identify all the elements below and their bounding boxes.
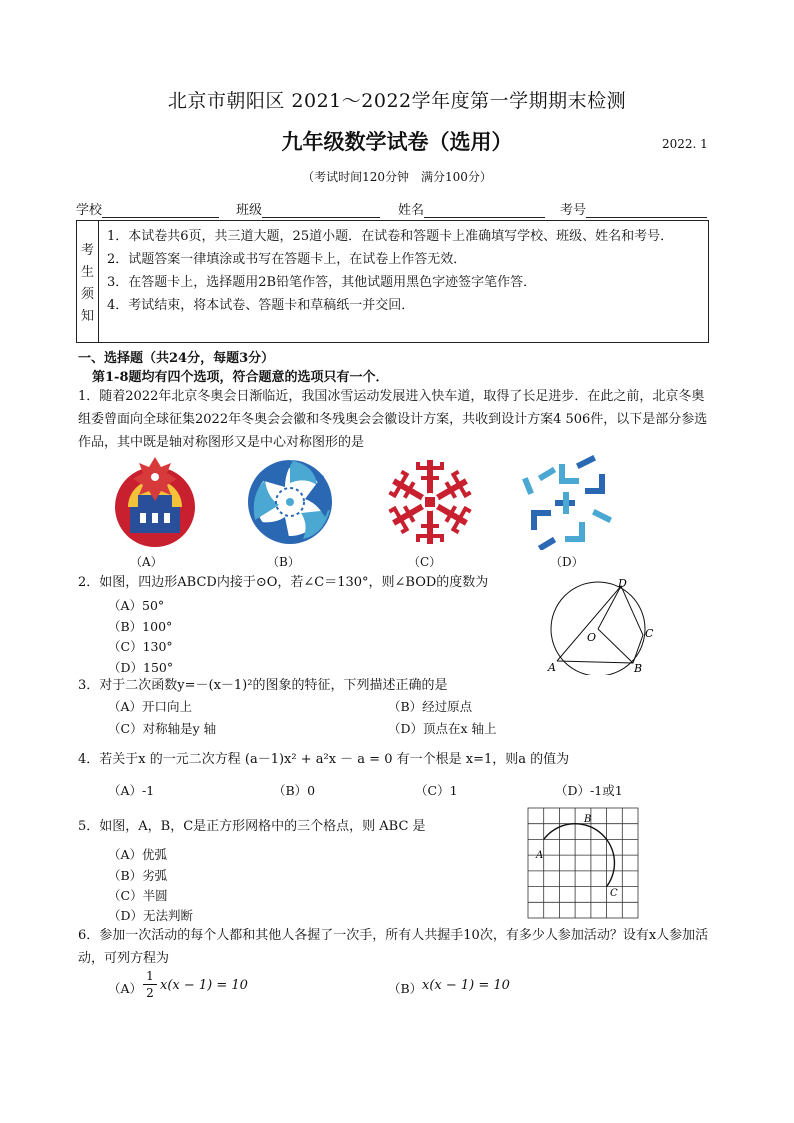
q3-option-c[interactable]: （C）对称轴是y 轴 [108, 721, 217, 736]
q2-circle-figure [535, 575, 660, 675]
grid-label-c: C [610, 888, 618, 899]
q2-option-c[interactable]: （C）130° [108, 639, 173, 654]
name-field[interactable] [398, 199, 545, 218]
q3-option-b[interactable]: （B）经过原点 [388, 699, 473, 714]
notice-item: 3．在答题卡上，选择题用2B铅笔作答，其他试题用黑色字迹签字笔作答． [107, 275, 537, 290]
question-4-text: 4．若关于x 的一元二次方程 (a－1)x² + a²x － a = 0 有一个根是 x=1，则a 的值为 [78, 752, 570, 767]
q6-option-b-label: （B） [388, 981, 423, 996]
exam-date: 2022. 1 [662, 137, 708, 151]
swirl-snowflake-icon [248, 460, 332, 544]
name-blank[interactable] [424, 204, 545, 218]
notice-label-char: 知 [81, 309, 95, 324]
red-snowflake-icon [387, 460, 474, 544]
notice-items [107, 225, 700, 317]
exam-subtitle: 九年级数学试卷（选用） [281, 129, 513, 154]
logo-c-image[interactable] [385, 455, 475, 550]
grid-label-a: A [536, 850, 544, 861]
time-note: （考试时间120分钟 满分100分） [302, 170, 492, 184]
q5-option-c[interactable]: （C）半圆 [108, 888, 168, 903]
section-note: 第1-8题均有四个选项，符合题意的选项只有一个． [92, 370, 389, 385]
school-label: 学校 [76, 203, 103, 218]
q6-fraction-den: 2 [146, 986, 154, 1000]
q6-option-a[interactable] [108, 979, 142, 997]
exam-title: 北京市朝阳区 2021～2022学年度第一学期期末检测 [167, 90, 627, 112]
label-a: A [548, 661, 556, 674]
name-label: 姓名 [398, 203, 425, 218]
notice-label [77, 221, 99, 342]
notice-item: 2．试题答案一律填涂或书写在答题卡上，在试卷上作答无效． [107, 252, 467, 267]
q5-option-b[interactable]: （B）劣弧 [108, 868, 168, 883]
section-title: 一、选择题（共24分，每题3分） [78, 351, 275, 366]
exam-no-blank[interactable] [586, 204, 707, 218]
q3-option-a[interactable]: （A）开口向上 [108, 699, 193, 714]
q6-option-a-label: （A） [108, 981, 143, 996]
notice-label-char: 生 [81, 265, 95, 280]
label-c: C [645, 627, 654, 640]
q4-option-b[interactable]: （B）0 [273, 783, 316, 798]
q5-option-a[interactable]: （A）优弧 [108, 847, 168, 862]
logo-b-image[interactable] [245, 455, 335, 550]
class-blank[interactable] [262, 204, 380, 218]
class-field[interactable] [236, 199, 380, 218]
q4-option-c[interactable]: （C）1 [415, 783, 458, 798]
logo-b-label[interactable]: （B） [267, 555, 300, 569]
grid-label-b: B [584, 814, 592, 825]
question-3-text: 3．对于二次函数y=－(x－1)²的图象的特征，下列描述正确的是 [78, 678, 448, 693]
class-label: 班级 [236, 203, 263, 218]
q2-option-b[interactable]: （B）100° [108, 619, 173, 634]
question-2-text: 2．如图，四边形ABCD内接于⊙O，若∠C＝130°，则∠BOD的度数为 [78, 575, 489, 590]
logo-a-label[interactable]: （A） [130, 555, 163, 569]
logo-d-image[interactable] [522, 455, 614, 550]
label-d: D [618, 577, 627, 590]
q3-option-d[interactable]: （D）顶点在x 轴上 [388, 721, 497, 736]
notice-box [76, 220, 709, 343]
q6-eq-b: x(x − 1) = 10 [422, 978, 510, 993]
question-1-text: 1．随着2022年北京冬奥会日渐临近，我国冰雪运动发展进入快车道，取得了长足进步．在此之前，北京冬奥组委曾面向全球征集2022年冬奥会会徽和冬残奥会会徽设计方案，共收到设计方案4 506件，以下是部分参选作品，其中既是轴对称图形又是中心对称图形的是 [78, 389, 708, 450]
notice-item: 4．考试结束，将本试卷、答题卡和草稿纸一并交回． [107, 298, 415, 313]
q4-option-d[interactable]: （D）-1或1 [555, 783, 623, 798]
question-5-text: 5．如图，A，B，C是正方形网格中的三个格点，则 ABC 是 [78, 819, 426, 834]
q5-grid-figure [526, 806, 642, 924]
notice-item: 1．本试卷共6页，共三道大题，25道小题．在试卷和答题卡上准确填写学校、班级、姓名和考号． [107, 229, 674, 244]
school-field[interactable] [76, 199, 219, 218]
question-6-text: 6．参加一次活动的每个人都和其他人各握了一次手，所有人共握手10次，有多少人参加活动？设有x人参加活动，可列方程为 [78, 928, 709, 966]
q4-option-a[interactable]: （A）-1 [108, 783, 155, 798]
exam-no-label: 考号 [560, 203, 587, 218]
blue-brackets-icon [526, 459, 608, 547]
q2-option-d[interactable]: （D）150° [108, 660, 174, 675]
logo-c-label[interactable]: （C） [408, 555, 442, 569]
q5-option-d[interactable]: （D）无法判断 [108, 908, 194, 923]
q6-option-b[interactable] [388, 979, 422, 997]
logo-a-image[interactable] [110, 455, 200, 550]
q6-fraction [143, 968, 157, 1001]
exam-no-field[interactable] [560, 199, 707, 218]
q2-option-a[interactable]: （A）50° [108, 598, 165, 613]
label-o: O [587, 631, 597, 644]
snowflake-lantern-icon [115, 457, 195, 547]
label-b: B [634, 662, 643, 675]
notice-label-char: 须 [81, 287, 95, 302]
notice-label-char: 考 [81, 243, 95, 258]
q6-eq-a: x(x − 1) = 10 [160, 978, 248, 993]
school-blank[interactable] [102, 204, 219, 218]
q6-fraction-num: 1 [143, 968, 157, 985]
logo-d-label[interactable]: （D） [550, 555, 584, 569]
